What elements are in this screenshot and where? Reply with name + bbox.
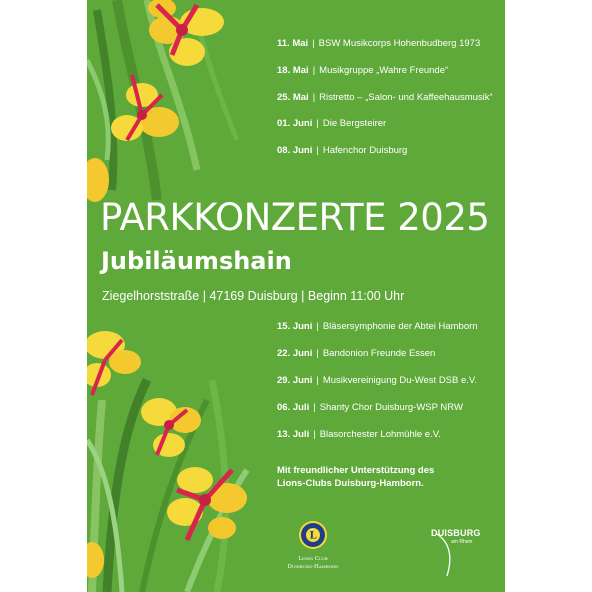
duisburg-wave-icon (431, 528, 486, 580)
event-date: 15. Juni (277, 321, 313, 332)
print-credit: · (89, 46, 93, 48)
sponsor-note (277, 464, 434, 490)
event-act: Bandonion Freunde Essen (322, 348, 436, 359)
separator: | (316, 321, 319, 332)
event-date: 29. Juni (277, 375, 313, 386)
duisburg-logo (431, 528, 486, 580)
event-date: 18. Mai (277, 65, 309, 76)
separator: | (313, 429, 316, 440)
event-item (277, 375, 477, 386)
event-item (277, 38, 480, 49)
event-item (277, 92, 493, 103)
event-act: Bläsersymphonie der Abtei Hamborn (322, 321, 478, 332)
event-item (277, 429, 441, 440)
separator: | (312, 92, 316, 103)
event-date: 22. Juni (277, 348, 313, 359)
event-act: Musikvereinigung Du-West DSB e.V. (322, 375, 478, 386)
separator: | (312, 65, 316, 76)
event-date: 11. Mai (277, 38, 309, 49)
venue-address: Ziegelhorststraße | 47169 Duisburg | Beginn 11:00 Uhr (102, 289, 405, 303)
lions-club-logo (285, 520, 341, 571)
event-act: Die Bergsteirer (322, 118, 387, 129)
event-item (277, 65, 448, 76)
separator: | (312, 38, 315, 49)
event-act: Hafenchor Duisburg (322, 145, 408, 156)
event-date: 06. Juli (277, 402, 310, 413)
event-date: 01. Juni (277, 118, 313, 129)
duisburg-logo-sub: am Rhein (451, 539, 473, 545)
event-item (277, 118, 386, 129)
duisburg-logo-name: DUISBURG (431, 528, 481, 538)
event-item (277, 321, 478, 332)
event-item (277, 145, 407, 156)
separator: | (316, 118, 319, 129)
event-act: Musikgruppe „Wahre Freunde“ (319, 65, 449, 76)
event-act: BSW Musikcorps Hohenbudberg 1973 (318, 38, 481, 49)
lions-club-emblem-icon (298, 520, 328, 550)
event-item (277, 348, 435, 359)
separator: | (313, 402, 316, 413)
sponsor-line: Mit freundlicher Unterstützung des (277, 465, 435, 476)
event-date: 25. Mai (277, 92, 309, 103)
event-act: Blasorchester Lohmühle e.V. (319, 429, 441, 440)
event-date: 08. Juni (277, 145, 313, 156)
lions-club-label: Lions Club (298, 556, 328, 562)
lions-club-label: Duisburg-Hamborn (287, 564, 339, 570)
event-act: Ristretto – „Salon- und Kaffeehausmusik“ (319, 92, 493, 103)
event-act: Shanty Chor Duisburg-WSP NRW (319, 402, 463, 413)
separator: | (316, 145, 319, 156)
separator: | (316, 348, 319, 359)
lions-emblem-letter: L (309, 530, 317, 542)
venue-name: Jubiläumshain (101, 247, 292, 275)
poster (87, 0, 505, 592)
sponsor-line: Lions-Clubs Duisburg-Hamborn. (277, 478, 424, 489)
page-title: PARKKONZERTE 2025 (100, 196, 490, 239)
separator: | (316, 375, 319, 386)
event-item (277, 402, 463, 413)
event-date: 13. Juli (277, 429, 310, 440)
